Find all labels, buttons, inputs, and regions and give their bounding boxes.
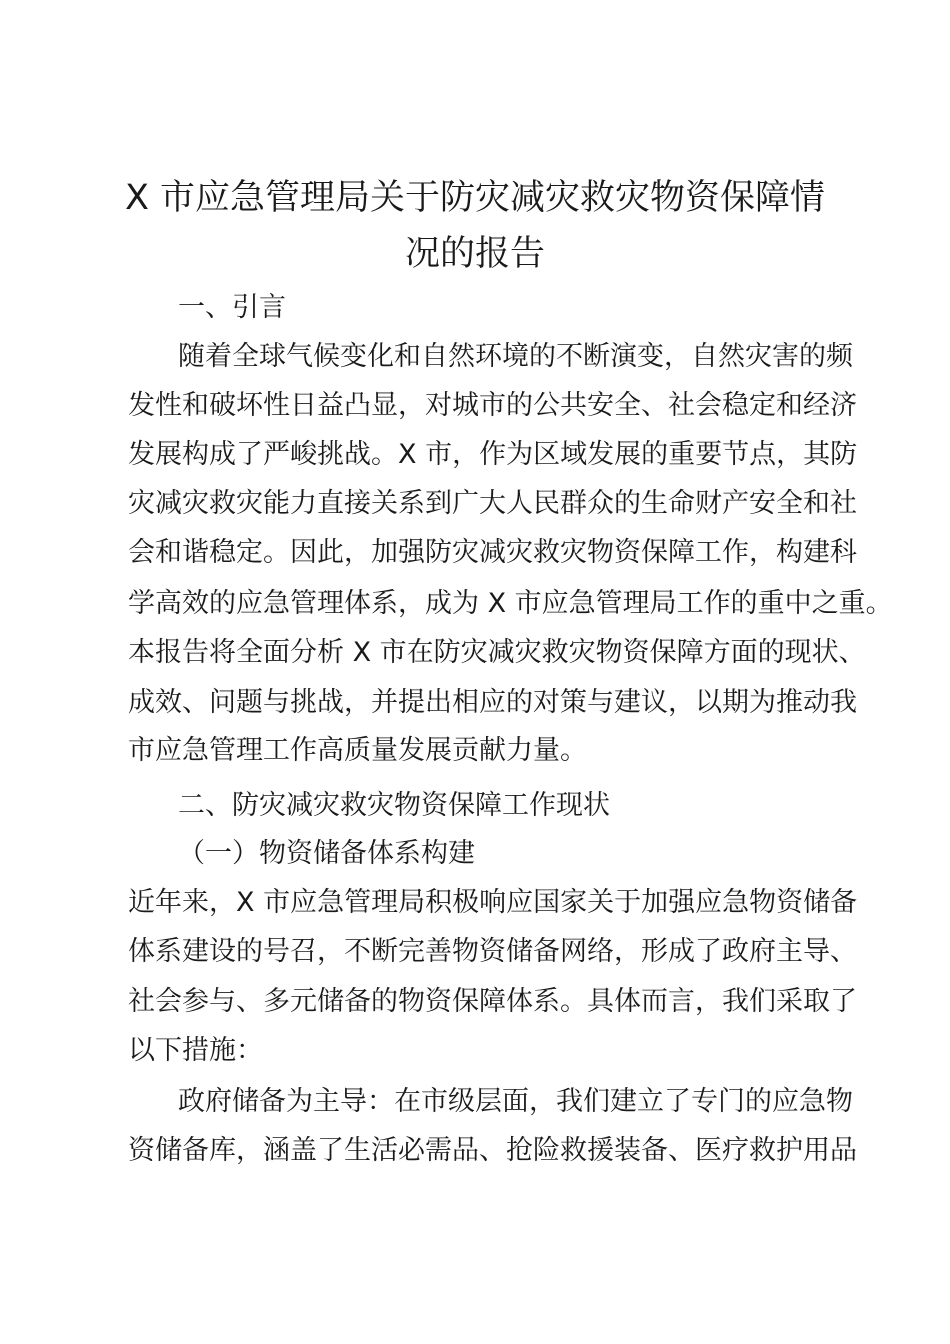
intro-paragraph-line-2: 发性和破坏性日益凸显，对城市的公共安全、社会稳定和经济 (128, 390, 857, 421)
section2-paragraph-line-2: 资储备库，涵盖了生活必需品、抢险救援装备、医疗救护用品 (128, 1135, 857, 1166)
intro-paragraph-line-3: 发展构成了严峻挑战。X 市，作为区域发展的重要节点，其防 (128, 439, 858, 470)
intro-paragraph-line-6: 学高效的应急管理体系，成为 X 市应急管理局工作的重中之重。 (128, 588, 893, 619)
intro-paragraph-line-5: 会和谐稳定。因此，加强防灾减灾救灾物资保障工作，构建科 (128, 537, 857, 568)
section1-paragraph-line-1: 近年来，X 市应急管理局积极响应国家关于加强应急物资储备 (128, 887, 858, 918)
section2-paragraph-line-1: 政府储备为主导：在市级层面，我们建立了专门的应急物 (178, 1086, 853, 1117)
intro-paragraph-line-9: 市应急管理工作高质量发展贡献力量。 (128, 735, 587, 766)
section1-paragraph-line-3: 社会参与、多元储备的物资保障体系。具体而言，我们采取了 (128, 986, 857, 1017)
section-heading-current-status: 二、防灾减灾救灾物资保障工作现状 (178, 790, 610, 821)
intro-paragraph-line-1: 随着全球气候变化和自然环境的不断演变，自然灾害的频 (178, 341, 853, 372)
subsection-heading-reserve-system: （一）物资储备体系构建 (178, 838, 475, 869)
section-heading-introduction: 一、引言 (178, 292, 286, 323)
intro-paragraph-line-8: 成效、问题与挑战，并提出相应的对策与建议，以期为推动我 (128, 687, 857, 718)
intro-paragraph-line-4: 灾减灾救灾能力直接关系到广大人民群众的生命财产安全和社 (128, 488, 857, 519)
document-title-line-1: X 市应急管理局关于防灾减灾救灾物资保障情 (124, 178, 826, 218)
section1-paragraph-line-4: 以下措施： (128, 1035, 263, 1066)
intro-paragraph-line-7: 本报告将全面分析 X 市在防灾减灾救灾物资保障方面的现状、 (128, 637, 866, 668)
section1-paragraph-line-2: 体系建设的号召，不断完善物资储备网络，形成了政府主导、 (128, 936, 857, 967)
document-title-line-2: 况的报告 (404, 234, 545, 274)
